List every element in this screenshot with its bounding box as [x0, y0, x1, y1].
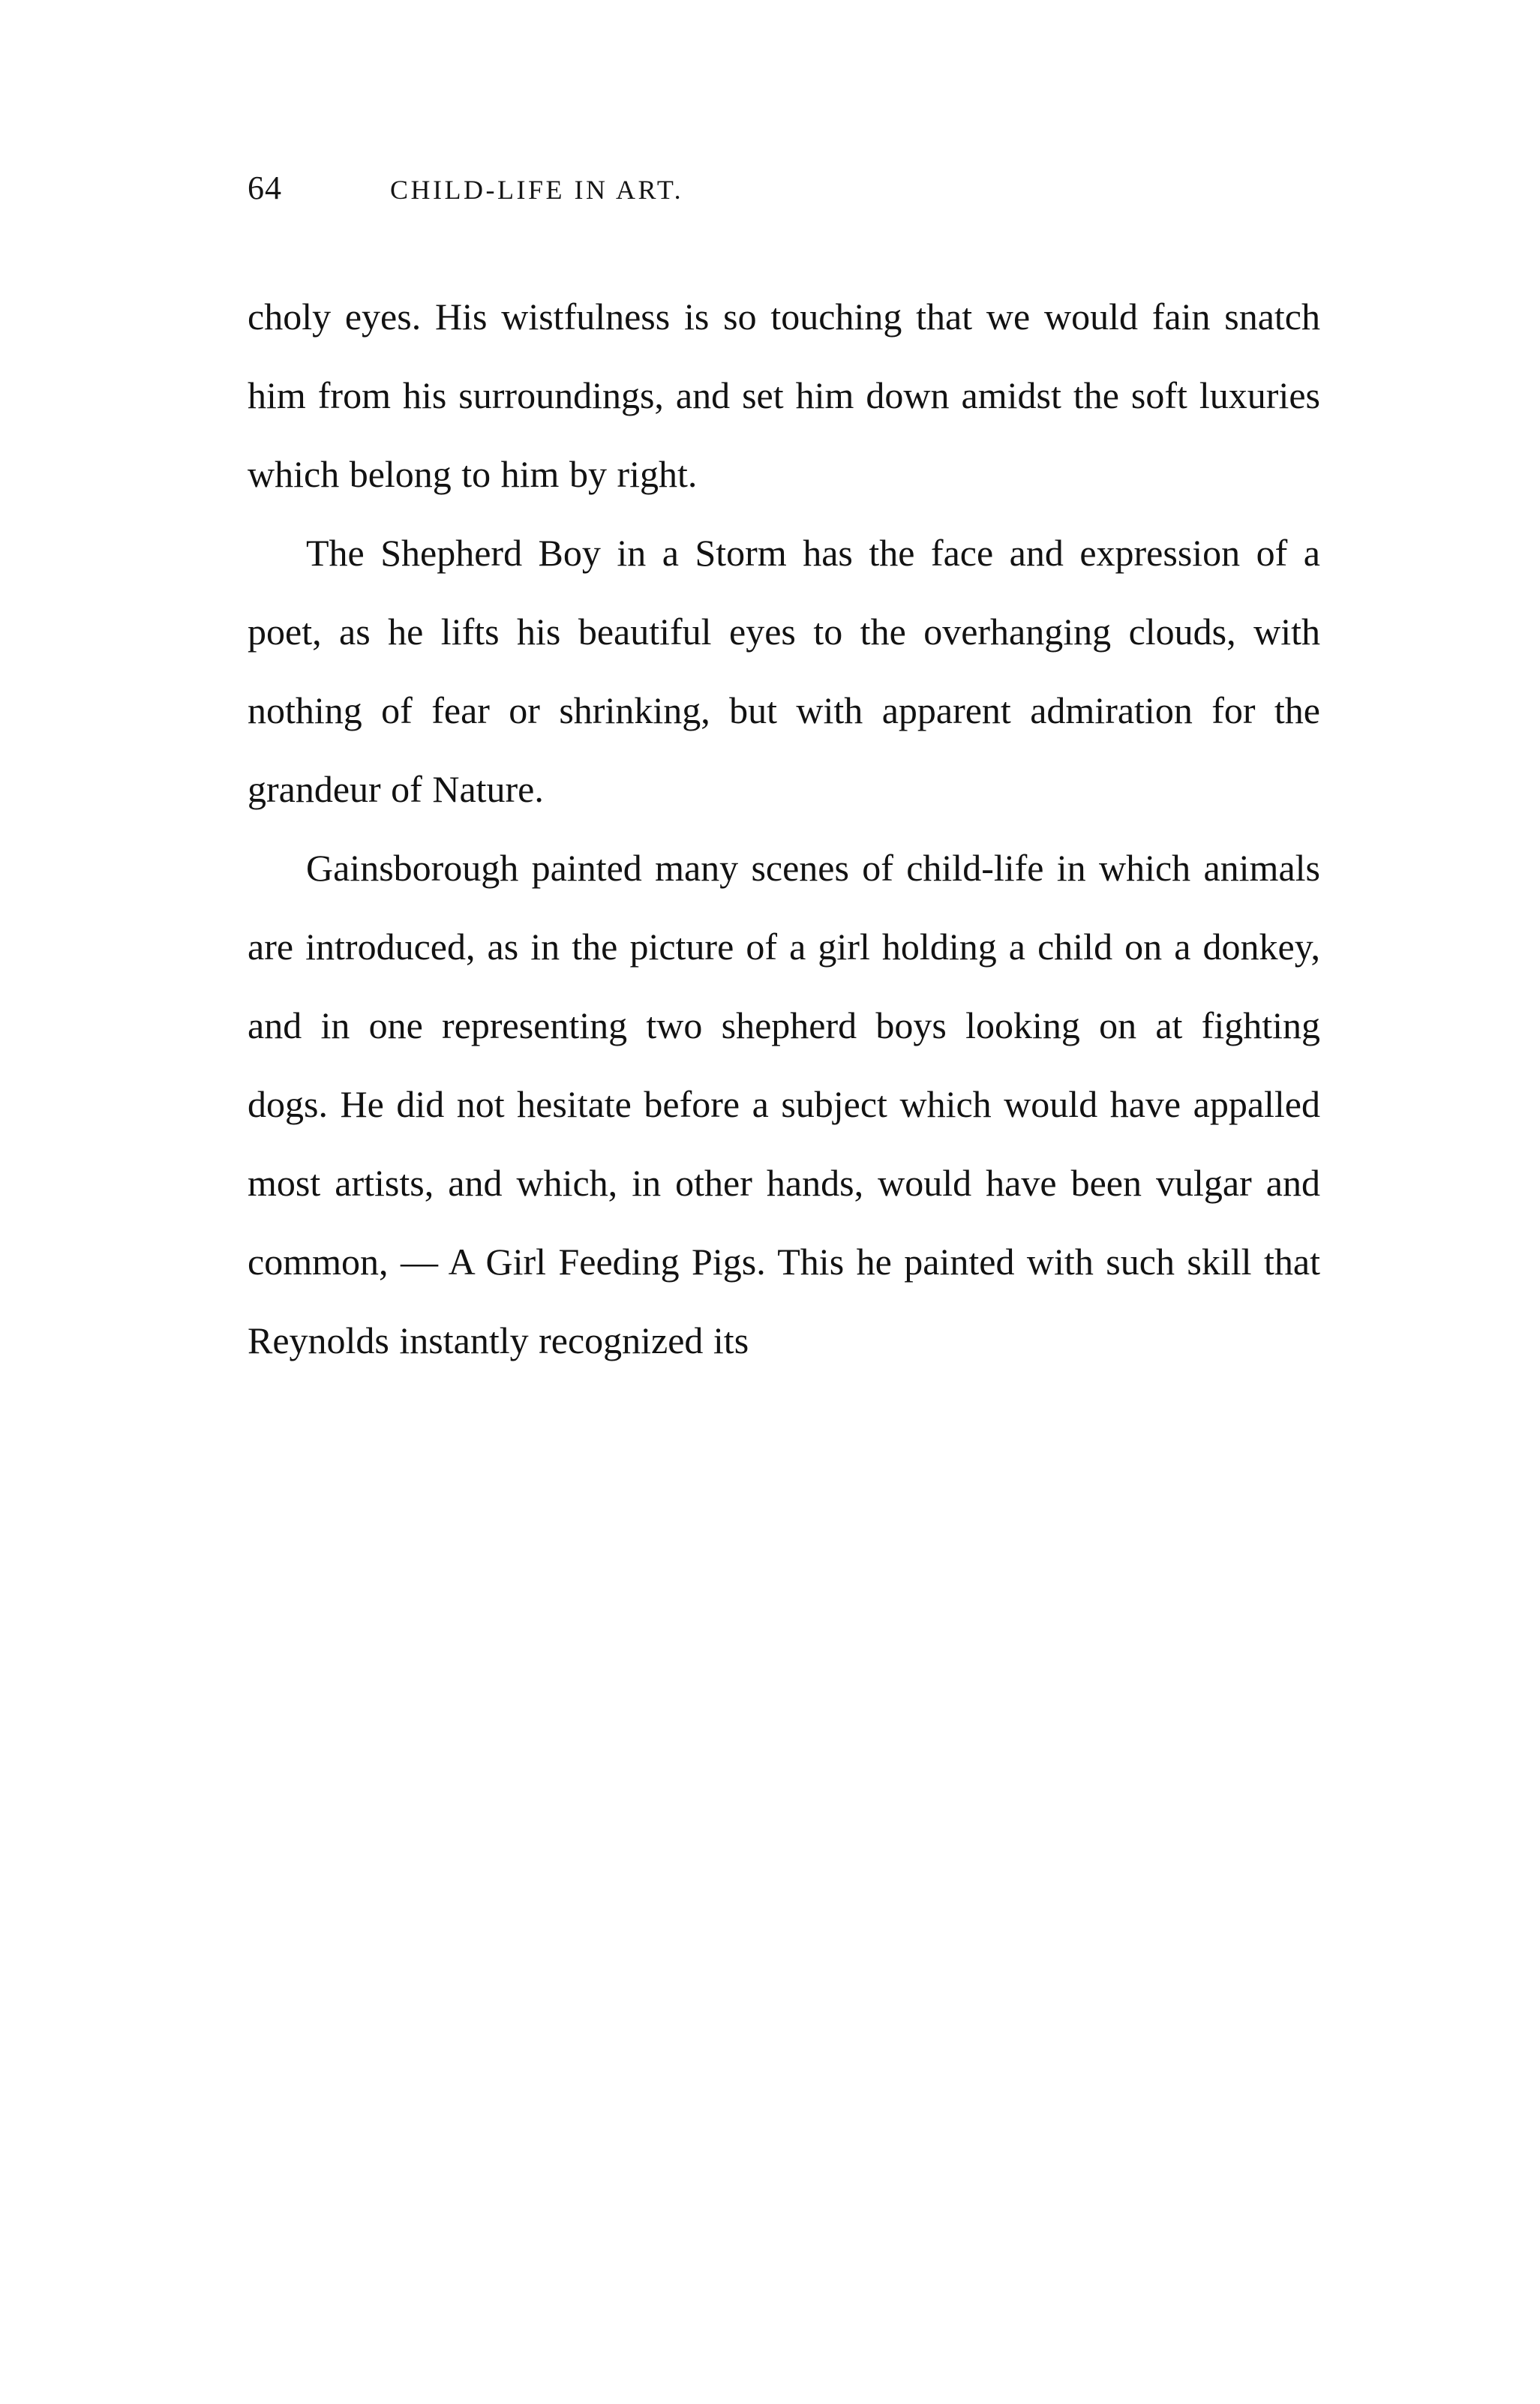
page-number: 64: [248, 170, 282, 206]
paragraph: Gainsborough painted many scenes of child-life in which animals are introduced, as in the picture of a girl holding a child on a donkey, and in one representing two shepherd boys looking on at fighting dogs. He did not hesitate before a subject which would have appalled most artists, and which, in other hands, would have been vulgar and common, — A Girl Feeding Pigs. This he painted with such skill that Reynolds instantly recognized its: [248, 847, 1320, 1361]
paragraph: The Shepherd Boy in a Storm has the face and expression of a poet, as he lifts his beautiful eyes to the overhanging clouds, with nothing of fear or shrinking, but with apparent admiration for the grandeur of Nature.: [248, 532, 1320, 810]
body-text: [248, 278, 1320, 1380]
running-head-title: CHILD-LIFE IN ART.: [390, 175, 684, 205]
paragraph: choly eyes. His wistfulness is so touching that we would fain snatch him from his surroundings, and set him down amidst the soft luxuries which belong to him by right.: [248, 296, 1320, 495]
running-head: [248, 169, 1298, 214]
